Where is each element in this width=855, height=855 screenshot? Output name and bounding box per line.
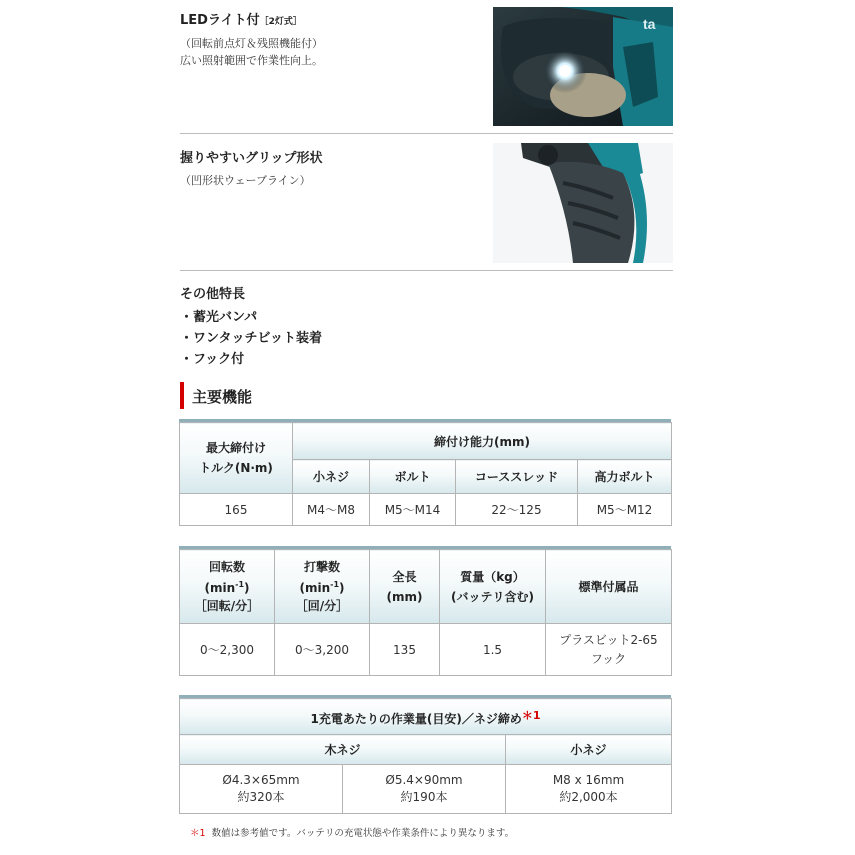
grip-feature-title: 握りやすいグリップ形状 [180, 151, 323, 166]
section-title: 主要機能 [192, 388, 253, 406]
table-cell: 0～2,300 [180, 624, 275, 676]
header-impact-rate: 打撃数 $(\min^{-1})$ ［回/分］ [275, 550, 370, 624]
led-feature-text: （回転前点灯＆残照機能付） 広い照射範囲で作業性向上。 [180, 37, 323, 67]
subheader-coarse-thread: コーススレッド [456, 460, 578, 494]
divider [180, 270, 673, 271]
other-features-title: その他特長 [180, 287, 246, 302]
table-cell: 135 [370, 624, 440, 676]
spec-table-work-per-charge [179, 698, 672, 814]
header-small-screw: 小ネジ [506, 735, 672, 765]
header-torque: 最大締付け トルク(N·m) [180, 423, 293, 494]
header-length: 全長 (mm) [370, 550, 440, 624]
list-item: ・ワンタッチビット装着 [180, 331, 322, 346]
table-cell: M5～M12 [578, 494, 672, 526]
header-accessories: 標準付属品 [546, 550, 672, 624]
subheader-high-tension-bolt: 高力ボルト [578, 460, 672, 494]
header-weight: 質量（kg） (バッテリ含む) [440, 550, 546, 624]
spec-table-torque [179, 422, 672, 526]
grip-photo [493, 143, 673, 263]
other-features-list [180, 307, 322, 370]
section-accent-bar [180, 382, 184, 409]
list-item: ・フック付 [180, 352, 245, 367]
table-cell: M5～M14 [370, 494, 456, 526]
table-cell: 1.5 [440, 624, 546, 676]
led-feature-title: LEDライト付［2灯式］ [180, 13, 302, 28]
divider [180, 133, 673, 134]
svg-text:ta: ta [643, 16, 656, 32]
table-cell: Ø4.3×65mm 約320本 [180, 765, 343, 814]
header-speed: 回転数 $(\min^{-1})$ ［回転/分］ [180, 550, 275, 624]
table-cell: 0～3,200 [275, 624, 370, 676]
grip-feature-text: （凹形状ウェーブライン） [180, 174, 311, 187]
subheader-small-screw: 小ネジ [293, 460, 370, 494]
list-item: ・蓄光バンパ [180, 310, 258, 325]
led-light-photo [493, 7, 673, 126]
table-cell: M4～M8 [293, 494, 370, 526]
subheader-bolt: ボルト [370, 460, 456, 494]
table-cell: プラスビット2-65 フック [546, 624, 672, 676]
spec-table-general [179, 549, 672, 676]
header-wood-screw: 木ネジ [180, 735, 506, 765]
table-cell: 22～125 [456, 494, 578, 526]
table-cell: 165 [180, 494, 293, 526]
table-cell: M8 x 16mm 約2,000本 [506, 765, 672, 814]
footnote: ＊1 数値は参考値です。バッテリの充電状態や作業条件により異なります。 [190, 828, 515, 839]
header-capacity: 締付け能力(mm) [293, 423, 672, 460]
table-cell: Ø5.4×90mm 約190本 [343, 765, 506, 814]
header-work-per-charge: 1充電あたりの作業量(目安)／ネジ締め＊1 [180, 699, 672, 735]
